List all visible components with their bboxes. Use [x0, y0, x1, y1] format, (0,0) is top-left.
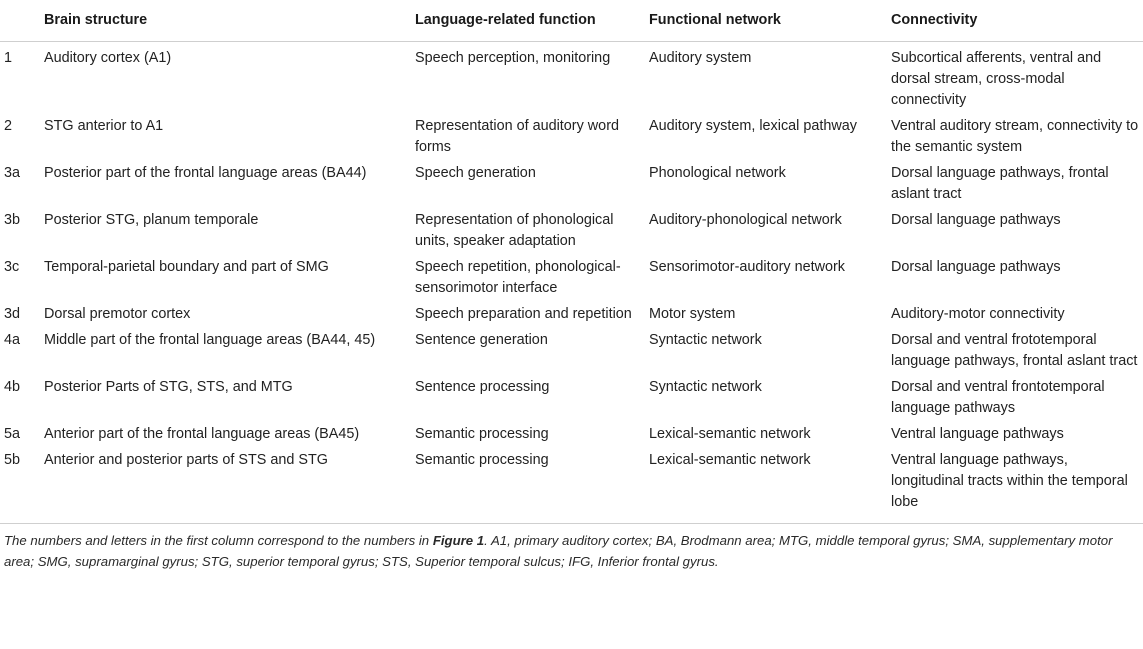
- row-structure: Dorsal premotor cortex: [44, 306, 191, 322]
- row-function: Representation of auditory word forms: [415, 118, 619, 155]
- row-function: Semantic processing: [415, 426, 549, 442]
- row-structure: Anterior and posterior parts of STS and STG: [44, 447, 415, 524]
- row-id: 3b: [4, 212, 21, 228]
- row-network: Auditory-phonological network: [649, 212, 842, 228]
- row-id: 3d: [4, 306, 21, 322]
- row-id: 2: [4, 118, 13, 134]
- row-function: Sentence generation: [415, 332, 548, 348]
- row-network: Phonological network: [649, 165, 786, 181]
- table-row: [0, 42, 1143, 114]
- row-connectivity: Auditory-motor connectivity: [891, 306, 1065, 322]
- header-brain-structure: Brain structure: [44, 0, 415, 42]
- row-connectivity: Ventral language pathways: [891, 426, 1064, 442]
- figure-reference: Figure 1: [432, 533, 485, 548]
- row-connectivity: Ventral auditory stream, connectivity to the semantic system: [891, 118, 1139, 155]
- table-row: [0, 160, 1143, 207]
- row-connectivity: Dorsal language pathways: [891, 259, 1061, 275]
- footnote-text-after: . A1, primary auditory cortex; BA, Brodmann area; MTG, middle temporal gyrus; SMA, supplementary motor area; SMG, supramarginal gyrus; STG, superior temporal gyrus; STS, Superior temporal sulcus; IFG, Inferior frontal gyrus.: [4, 533, 1113, 569]
- row-id: 5b: [0, 447, 44, 524]
- row-network: Motor system: [649, 306, 736, 322]
- table-row: [0, 113, 1143, 160]
- row-connectivity: Dorsal and ventral frototemporal language pathways, frontal aslant tract: [891, 332, 1138, 369]
- row-network: Auditory system: [649, 50, 752, 66]
- row-function: Speech perception, monitoring: [415, 50, 611, 66]
- row-connectivity: Dorsal language pathways, frontal aslant tract: [891, 165, 1109, 202]
- row-function: Speech preparation and repetition: [415, 306, 632, 322]
- row-structure: STG anterior to A1: [44, 118, 164, 134]
- table-row: [0, 447, 1143, 524]
- row-function: Sentence processing: [415, 379, 550, 395]
- row-structure: Auditory cortex (A1): [44, 50, 172, 66]
- table-row: [0, 327, 1143, 374]
- row-id: 4b: [4, 379, 21, 395]
- header-number: [0, 0, 44, 42]
- row-function: Semantic processing: [415, 447, 649, 524]
- row-structure: Posterior Parts of STG, STS, and MTG: [44, 379, 293, 395]
- row-structure: Posterior STG, planum temporale: [44, 212, 259, 228]
- row-id: 4a: [4, 332, 21, 348]
- row-id: 3a: [4, 165, 21, 181]
- table-row: [0, 421, 1143, 447]
- table-row: [0, 207, 1143, 254]
- row-structure: Anterior part of the frontal language areas (BA45): [44, 426, 360, 442]
- row-structure: Middle part of the frontal language areas (BA44, 45): [44, 332, 376, 348]
- row-id: 1: [4, 50, 13, 66]
- row-structure: Temporal-parietal boundary and part of SMG: [44, 259, 329, 275]
- row-id: 3c: [4, 259, 20, 275]
- row-connectivity: Dorsal and ventral frontotemporal language pathways: [891, 379, 1105, 416]
- row-connectivity: Ventral language pathways, longitudinal tracts within the temporal lobe: [891, 447, 1143, 524]
- header-functional-network: Functional network: [649, 0, 891, 42]
- header-language-function: Language-related function: [415, 0, 649, 42]
- footnote-text-before: The numbers and letters in the first column correspond to the numbers in: [4, 533, 433, 548]
- row-network: Sensorimotor-auditory network: [649, 259, 845, 275]
- row-network: Syntactic network: [649, 379, 762, 395]
- row-connectivity: Dorsal language pathways: [891, 212, 1061, 228]
- row-network: Lexical-semantic network: [649, 447, 891, 524]
- row-function: Representation of phonological units, speaker adaptation: [415, 212, 614, 249]
- row-function: Speech generation: [415, 165, 536, 181]
- row-function: Speech repetition, phonological-sensorimotor interface: [415, 259, 621, 296]
- table-row: [0, 374, 1143, 421]
- row-network: Lexical-semantic network: [649, 426, 811, 442]
- row-structure: Posterior part of the frontal language areas (BA44): [44, 165, 367, 181]
- table-row: [0, 301, 1143, 327]
- row-id: 5a: [4, 426, 21, 442]
- header-connectivity: Connectivity: [891, 0, 1143, 42]
- row-network: Syntactic network: [649, 332, 762, 348]
- table-footnote: [0, 524, 1143, 572]
- row-connectivity: Subcortical afferents, ventral and dorsal stream, cross-modal connectivity: [891, 50, 1102, 108]
- row-network: Auditory system, lexical pathway: [649, 118, 857, 134]
- table-row: [0, 254, 1143, 301]
- table-header-row: [0, 0, 1143, 42]
